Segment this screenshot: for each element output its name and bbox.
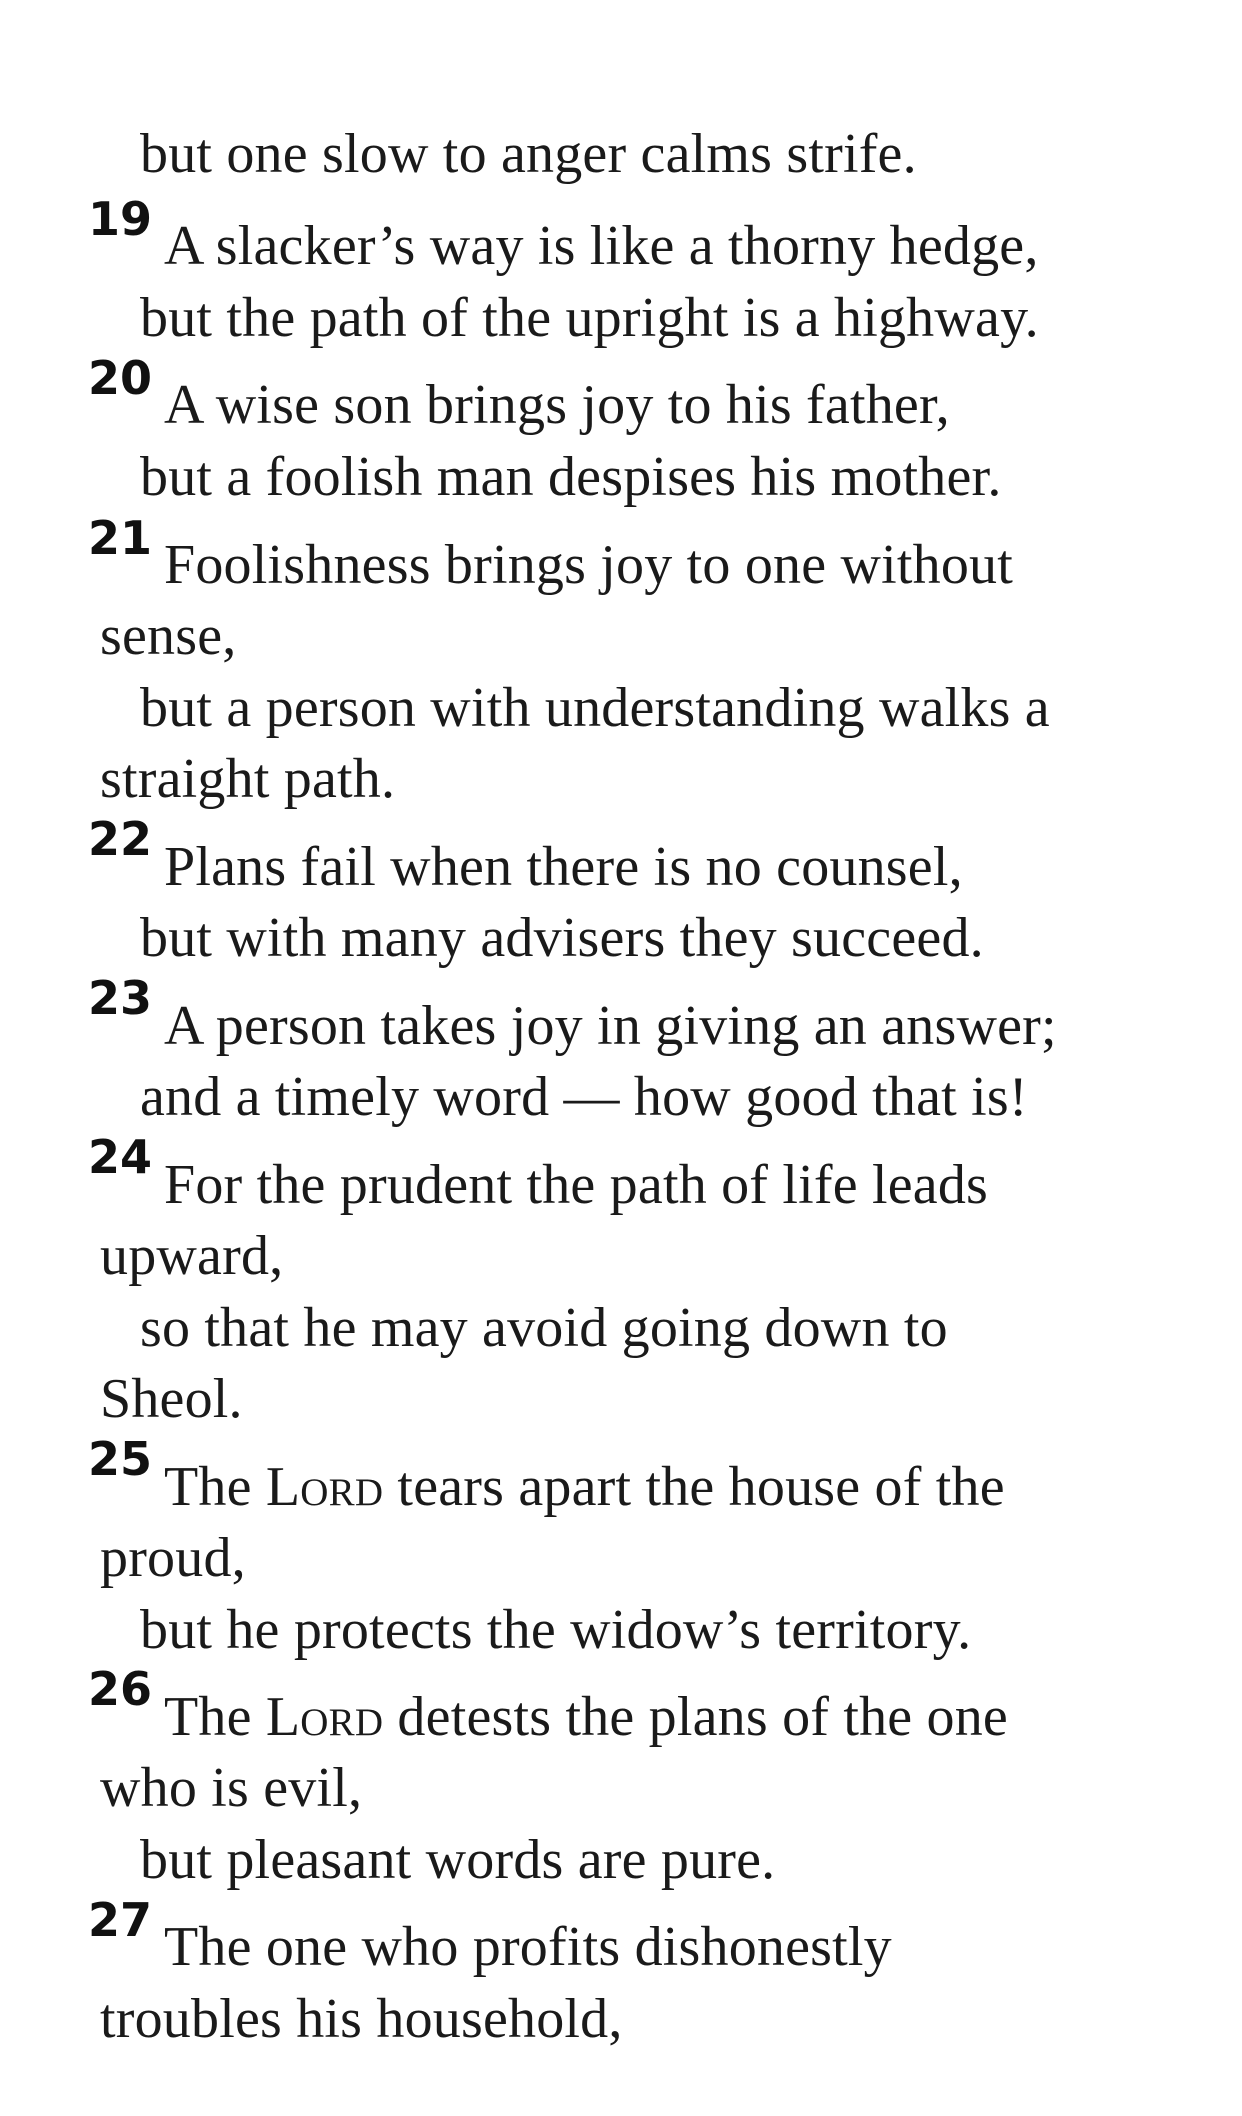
verse-line: but one slow to anger calms strife. — [140, 123, 917, 185]
verse-number: 21 — [88, 511, 153, 565]
verse-line: troubles his household, — [100, 1988, 623, 2050]
verse-line: but with many advisers they succeed. — [140, 907, 984, 969]
verse-line: but a foolish man despises his mother. — [140, 446, 1002, 508]
verse-number: 20 — [88, 351, 153, 405]
verse-line: and a timely word — how good that is! — [140, 1066, 1028, 1128]
divine-name: Lord — [265, 1686, 384, 1748]
verse-line: Plans fail when there is no counsel, — [164, 836, 963, 898]
verse-line: A slacker’s way is like a thorny hedge, — [164, 215, 1039, 277]
verse-text: detests the plans of the one — [383, 1686, 1008, 1748]
verse-number: 22 — [88, 812, 153, 866]
verse-line: Sheol. — [100, 1368, 243, 1430]
verse-line: who is evil, — [100, 1757, 363, 1819]
verse-line: but he protects the widow’s territory. — [140, 1599, 972, 1661]
verse-text: tears apart the house of the — [383, 1456, 1005, 1518]
verse-line: upward, — [100, 1225, 284, 1287]
verse-line: proud, — [100, 1527, 246, 1589]
verse-line — [164, 1451, 1005, 1523]
verse-line: A person takes joy in giving an answer; — [164, 995, 1057, 1057]
verse-text: The — [164, 1686, 266, 1748]
verse-line: but pleasant words are pure. — [140, 1829, 776, 1891]
verse-line: The one who profits dishonestly — [164, 1916, 892, 1978]
verse-line: Foolishness brings joy to one without — [164, 534, 1013, 596]
verse-line: For the prudent the path of life leads — [164, 1154, 989, 1216]
verse-line: but the path of the upright is a highway. — [140, 287, 1039, 349]
verse-number: 27 — [88, 1893, 153, 1947]
verse-line — [164, 1681, 1008, 1753]
divine-name: Lord — [265, 1456, 384, 1518]
verse-number: 24 — [88, 1130, 153, 1184]
verse-text: The — [164, 1456, 266, 1518]
verse-number: 23 — [88, 971, 153, 1025]
verse-line: straight path. — [100, 748, 396, 810]
verse-line: sense, — [100, 605, 237, 667]
verse-number: 26 — [88, 1662, 153, 1716]
verse-line: so that he may avoid going down to — [140, 1297, 948, 1359]
verse-line: A wise son brings joy to his father, — [164, 374, 950, 436]
verse-line: but a person with understanding walks a — [140, 677, 1050, 739]
verse-number: 25 — [88, 1432, 153, 1486]
verse-number: 19 — [88, 192, 153, 246]
